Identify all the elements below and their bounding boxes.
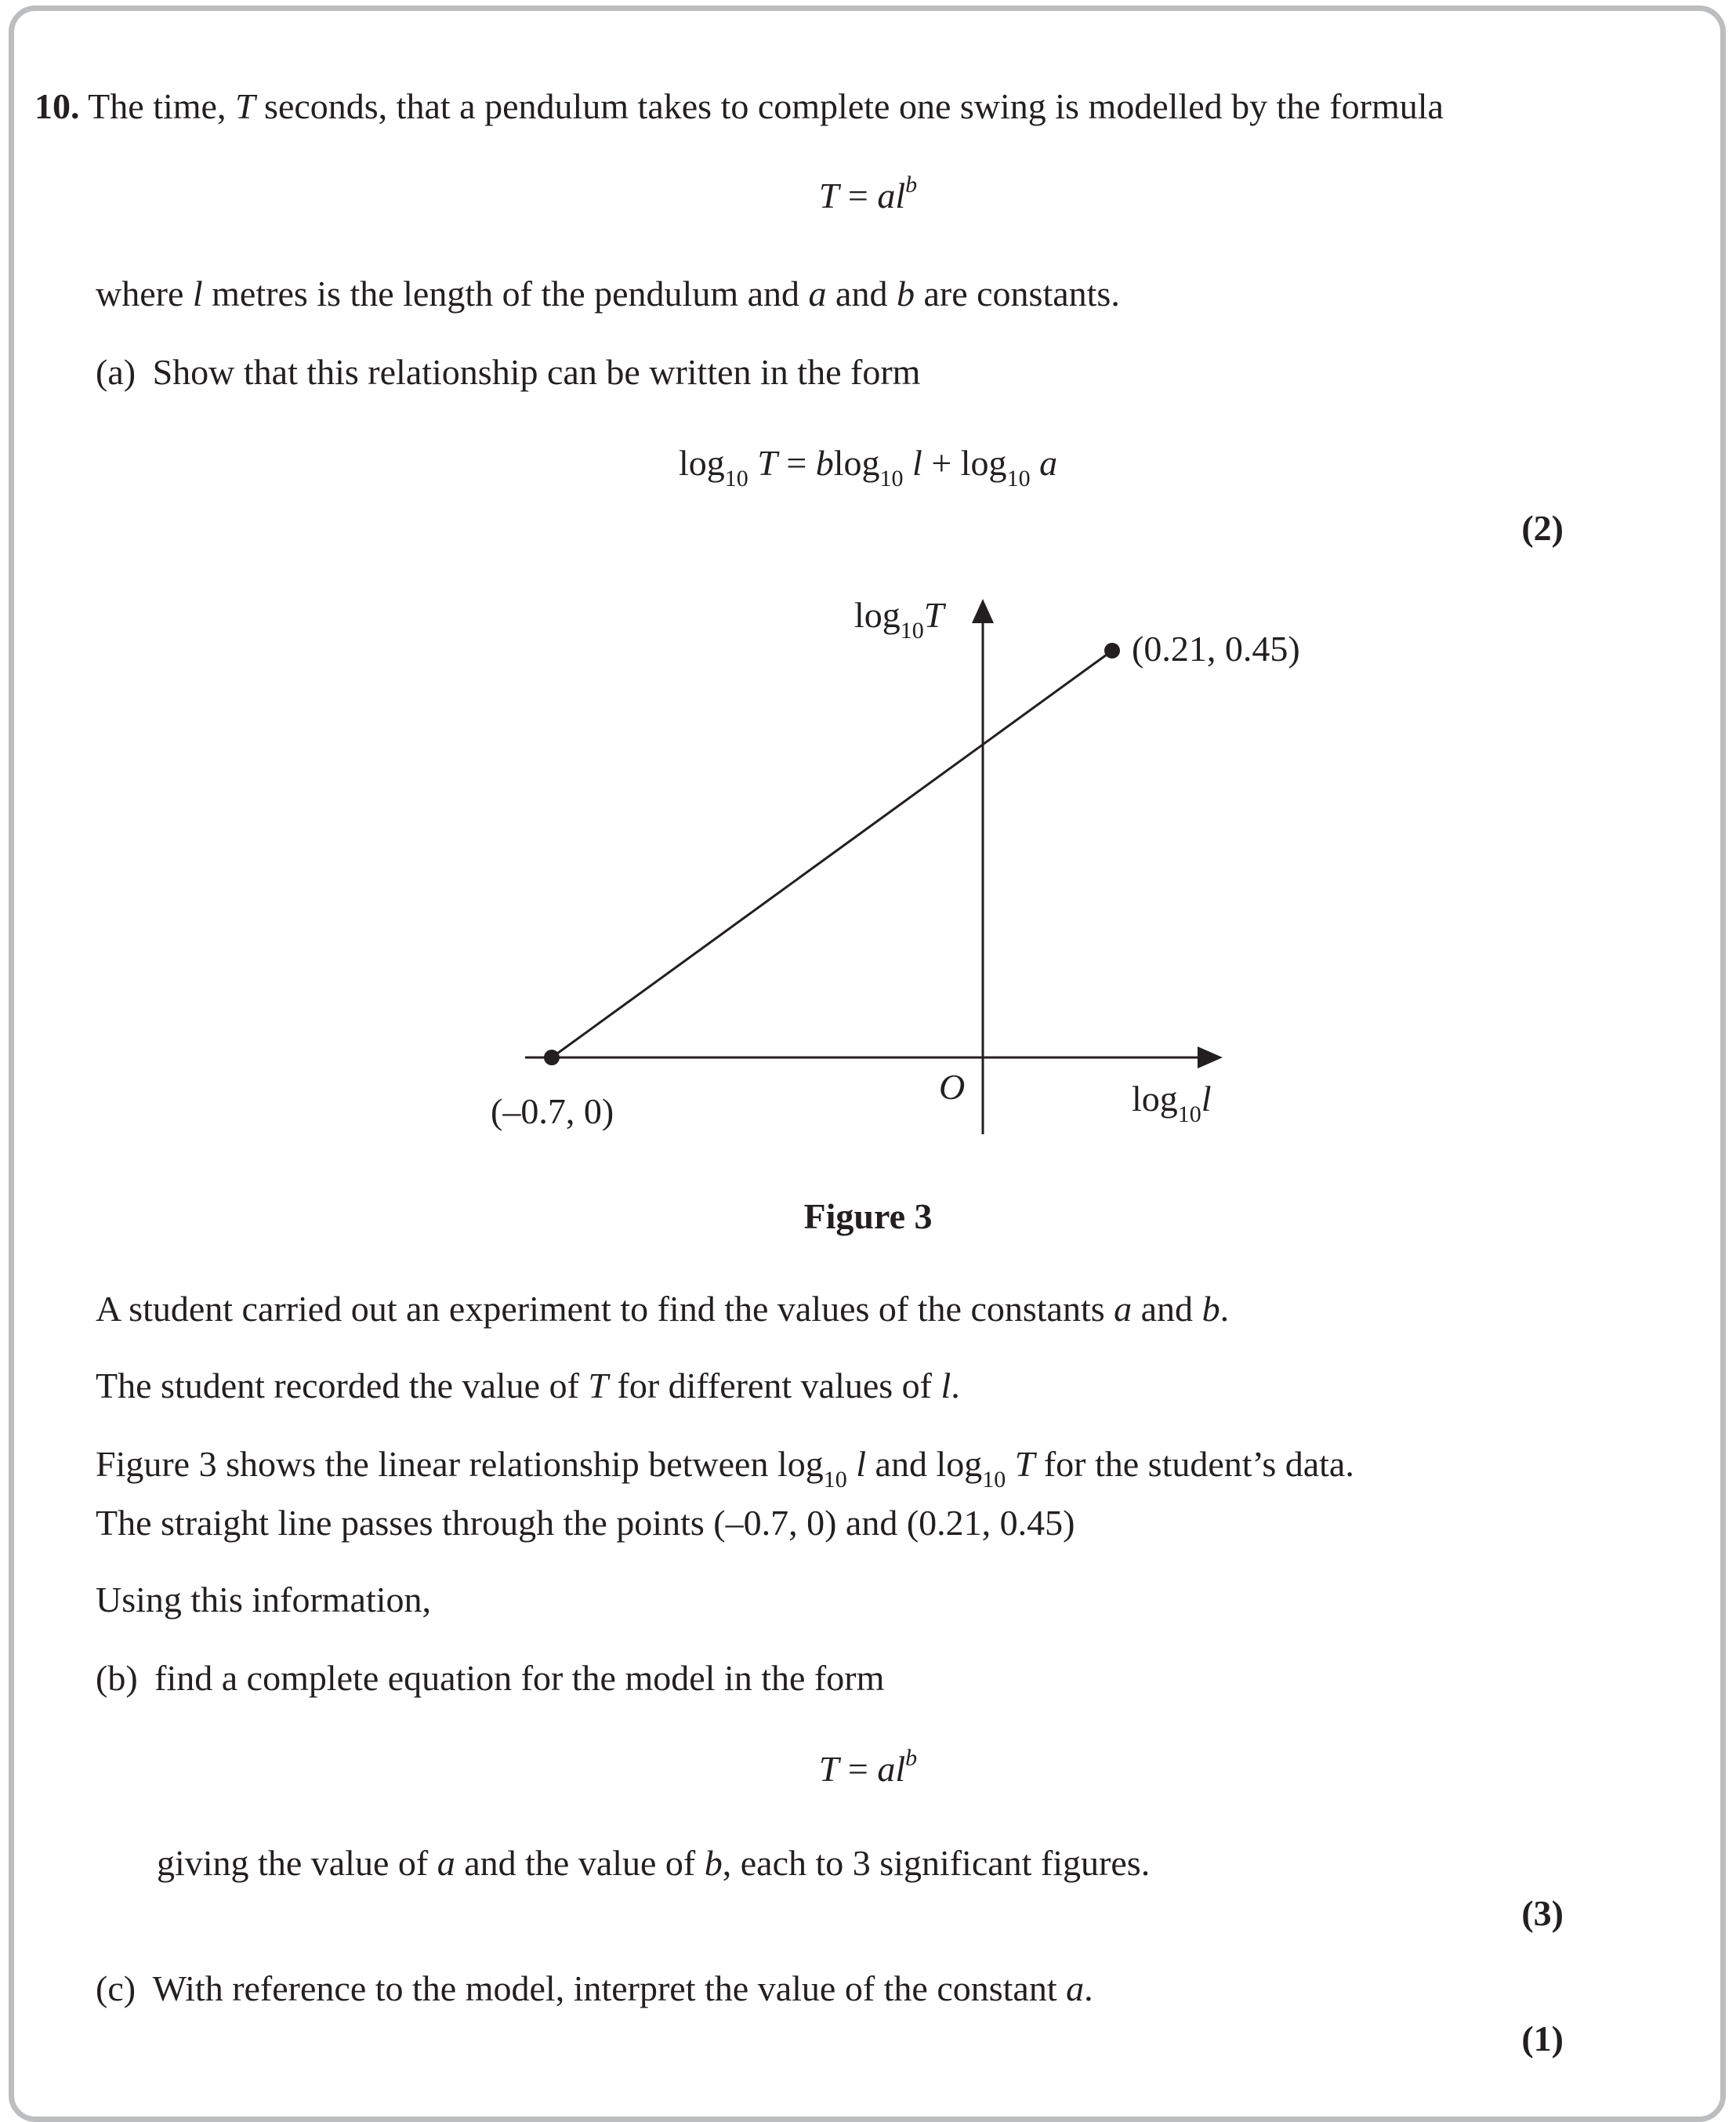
part-c-marks: (1) — [1521, 2019, 1564, 2059]
origin-label: O — [939, 1067, 966, 1107]
paragraph-5: Using this information, — [96, 1580, 432, 1620]
chart-marks — [544, 643, 1120, 1065]
part-c-line — [96, 1968, 1093, 2008]
part-b-marks: (3) — [1521, 1893, 1564, 1933]
part-b-label: (b) — [96, 1658, 138, 1698]
definitions-text: where l metres is the length of the pendulum and a and b are constants. — [96, 274, 1120, 314]
x-axis-arrowhead — [1198, 1046, 1223, 1068]
paragraph-2: The student recorded the value of T for different values of l. — [96, 1366, 960, 1406]
data-point-0 — [544, 1050, 560, 1065]
part-b-line — [96, 1660, 884, 1696]
model-formula: $T = al^b$ — [818, 172, 918, 216]
part-a-marks: (2) — [1521, 508, 1564, 548]
series-line — [552, 651, 1112, 1057]
question-number: 10. — [34, 86, 80, 126]
y-axis-arrowhead — [972, 599, 994, 623]
part-b-equation: $T = al^b$ — [818, 1745, 918, 1789]
part-a-text: Show that this relationship can be written in the form — [152, 352, 921, 392]
part-c-label: (c) — [96, 1968, 136, 2008]
point-label-start: (–0.7, 0) — [491, 1091, 614, 1131]
part-a-label: (a) — [96, 352, 136, 392]
figure-caption: Figure 3 — [803, 1196, 933, 1236]
question-intro: The time, T seconds, that a pendulum takes to complete one swing is modelled by the formula — [88, 86, 1444, 126]
paragraph-1: A student carried out an experiment to find the values of the constants a and b. — [96, 1289, 1230, 1329]
paragraph-3: Figure 3 shows the linear relationship between $\log_{10} l$ and $\log_{10} T$ for the student’s data. — [96, 1444, 1354, 1493]
point-label-end: (0.21, 0.45) — [1132, 629, 1300, 669]
data-point-1 — [1104, 643, 1120, 658]
y-axis-label: $\log_{10}T$ — [854, 595, 944, 644]
axes — [525, 595, 1223, 1134]
part-a-equation: $\log_{10} T = blog_{10}$ $l + \log_{10} a$ — [678, 443, 1058, 492]
x-axis-label: $\log_{10}l$ — [1132, 1079, 1212, 1127]
paragraph-4: The straight line passes through the points (–0.7, 0) and (0.21, 0.45) — [96, 1503, 1075, 1543]
part-c-text: With reference to the model, interpret the value of the constant a. — [152, 1968, 1093, 2008]
part-b-instruction: giving the value of a and the value of b, each to 3 significant figures. — [157, 1843, 1151, 1883]
part-b-text: find a complete equation for the model in the form — [154, 1658, 885, 1698]
